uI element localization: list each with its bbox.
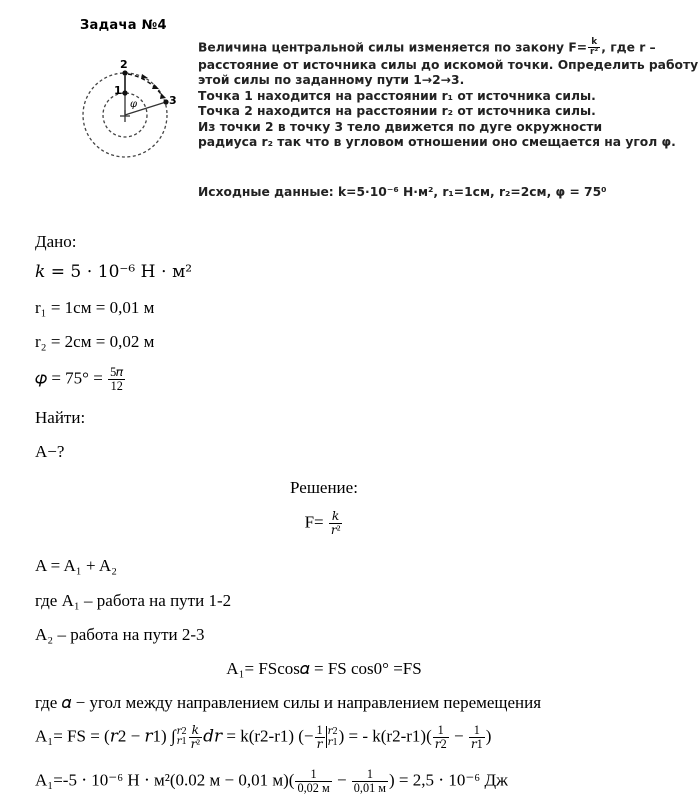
task-line-3: этой силы по заданному пути 1→2→3. <box>198 73 465 88</box>
task-line-5: Точка 2 находится на расстоянии r₂ от источника силы. <box>198 104 596 119</box>
task-line-7: радиуса r₂ так что в угловом отношении оно смещается на угол φ. <box>198 135 676 150</box>
integral-formula: A₁= FS = (𝑟2 − 𝑟1) ∫ 𝑟2 𝑟1 $\frac{\text{𝑘}}{\text{𝑟²}}$ 𝑑𝑟 = k(r2-r1) (− $\frac{1}{\text{𝑟}}$ 𝑟2 𝑟1 ) = - k(r2-r1)( $\frac{1}{\text{𝑟2}}$ − $\frac{1}{\text{𝑟1}}$ ) <box>35 723 492 751</box>
task-line-1: Величина центральной силы изменяется по закону F= $\frac{k}{\text{r²}}$ , где r – <box>198 37 656 58</box>
label-phi: φ <box>130 99 138 110</box>
given-k: 𝑘 = 5 ⋅ 10⁻⁶ Н ⋅ м² <box>35 262 193 282</box>
given-phi: 𝜑 = 75° = $\frac{\text{5𝜋}}{12}$ <box>35 365 124 393</box>
task-title: Задача №4 <box>80 18 167 33</box>
where-A2: A₂ – работа на пути 2-3 <box>35 625 205 644</box>
point-2 <box>122 70 127 75</box>
label-2: 2 <box>120 58 128 71</box>
final-calculation: A₁=-5 ⋅ 10⁻⁶ Н ⋅ м²(0.02 м − 0,01 м)( $\frac{1}{0,02 м}$ − $\frac{1}{0,01 м}$ ) = 2,5 ⋅ 10⁻⁶ Дж <box>35 767 508 795</box>
arrowhead-3 <box>160 93 166 99</box>
find-heading: Найти: <box>35 408 86 427</box>
where-A1: где A₁ – работа на пути 1-2 <box>35 591 232 610</box>
initial-data: Исходные данные: k=5·10⁻⁶ Н·м², r₁=1см, r₂=2см, φ = 75⁰ <box>198 185 607 199</box>
given-heading: Дано: <box>35 232 77 251</box>
A1-cos-formula: A₁= FScos𝛼 = FS cos0° =FS <box>226 659 422 678</box>
alpha-definition: где 𝛼 − угол между направлением силы и направлением перемещения <box>35 693 542 712</box>
label-1: 1 <box>114 84 122 97</box>
task-block <box>80 0 698 220</box>
task-description <box>198 37 698 151</box>
given-r2: r₂ = 2см = 0,02 м <box>35 332 155 351</box>
find-A: A−? <box>35 442 65 461</box>
force-law-fraction: $\frac{k}{\text{r²}}$ <box>590 37 599 58</box>
orbit-diagram <box>80 40 180 170</box>
task-line-4: Точка 1 находится на расстоянии r₁ от источника силы. <box>198 88 596 103</box>
label-3: 3 <box>169 94 177 107</box>
given-r1: r₁ = 1см = 0,01 м <box>35 298 155 317</box>
force-formula: F= $\frac{\text{𝑘}}{\text{𝑟²}}$ <box>304 509 341 537</box>
task-line-2: расстояние от источника силы до искомой точки. Определить работу <box>198 57 698 72</box>
arrowhead-2 <box>152 84 159 89</box>
point-3 <box>163 99 168 104</box>
work-sum: A = A₁ + A₂ <box>35 556 118 575</box>
solution-heading: Решение: <box>290 478 358 497</box>
arrowhead-1 <box>141 74 148 79</box>
task-line-6: Из точки 2 в точку 3 тело движется по дуге окружности <box>198 119 603 134</box>
